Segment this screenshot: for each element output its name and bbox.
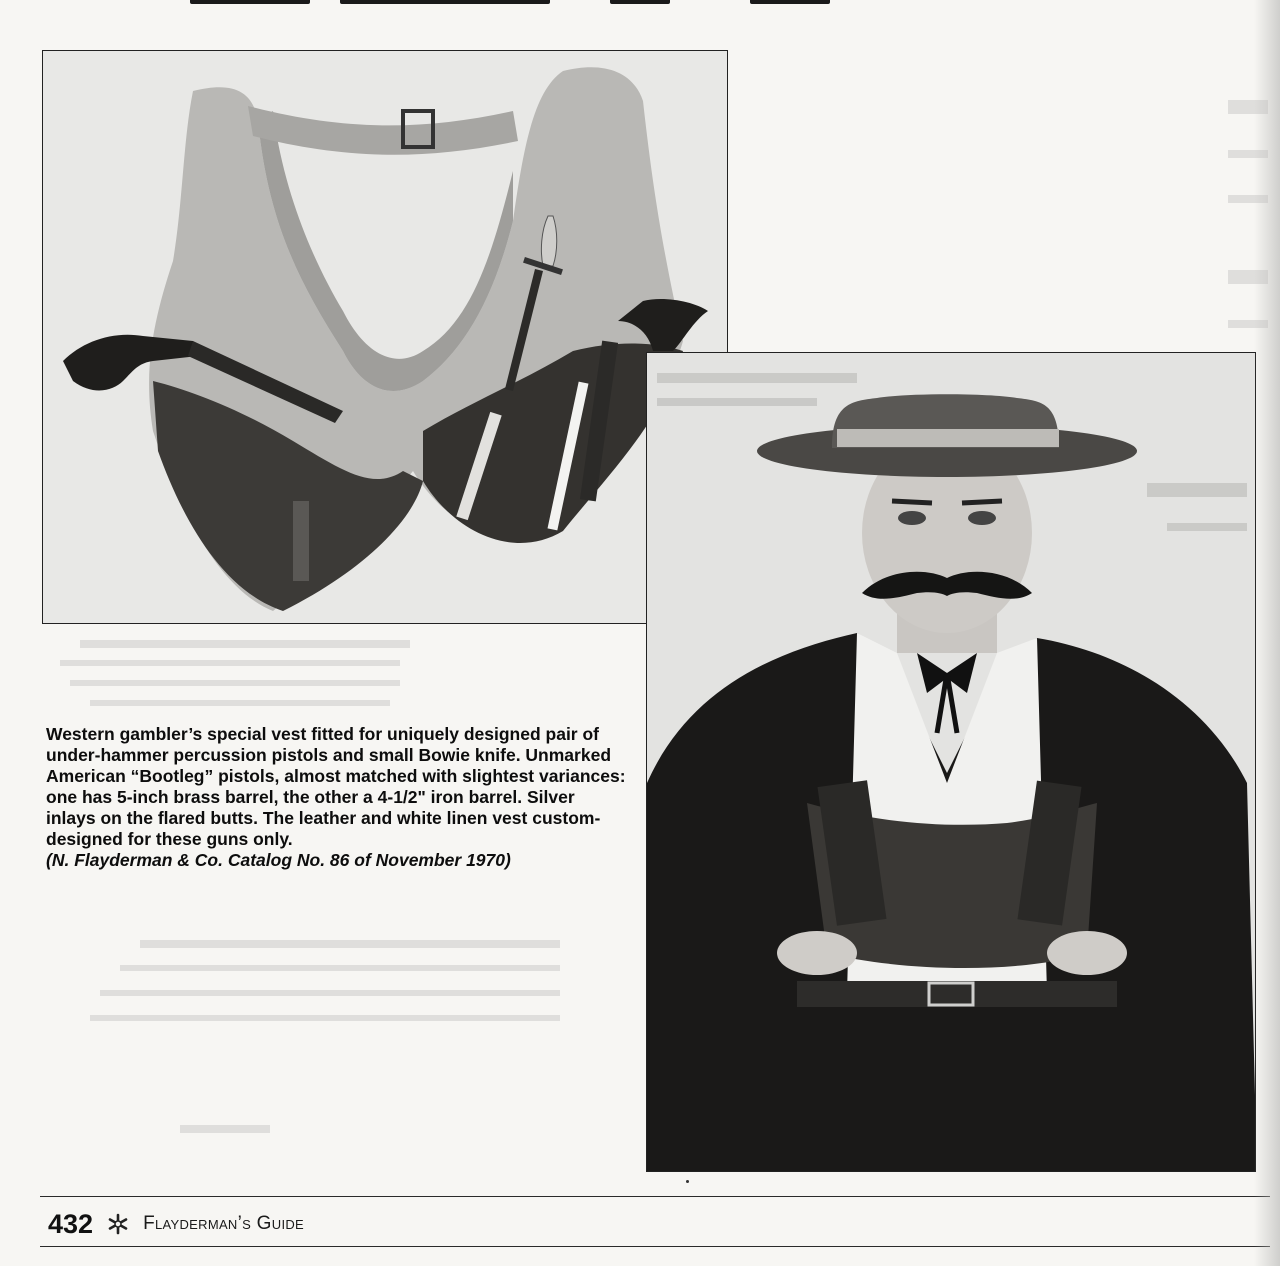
vest-with-pistols-icon bbox=[43, 51, 728, 624]
running-head: Flayderman’s Guide bbox=[143, 1213, 305, 1234]
man-in-hat-icon bbox=[647, 353, 1256, 1172]
page-number: 432 bbox=[48, 1208, 94, 1239]
footer-top-rule bbox=[40, 1196, 1270, 1197]
photo-caption bbox=[46, 724, 626, 871]
gambler-portrait-photo bbox=[646, 352, 1256, 1172]
page-footer bbox=[48, 1206, 304, 1242]
cut-off-heading bbox=[190, 0, 910, 12]
source-close-paren: ) bbox=[505, 850, 511, 870]
caption-source bbox=[46, 850, 626, 871]
caption-text: Western gambler’s special vest fitted for uniquely designed pair of under-hammer percussion pistols and small Bowie knife. Unmarked American “Bootleg” pistols, almost matched with slightest variances: one has 5-inch brass barrel, the other a 4-1/2" iron barrel. Silver inlays on the flared butts. The leather and white linen vest custom-designed for these guns only. bbox=[46, 724, 626, 849]
asterisk-icon bbox=[107, 1213, 129, 1235]
stray-mark bbox=[686, 1180, 689, 1183]
source-open-paren: ( bbox=[46, 850, 52, 870]
footer-bottom-rule bbox=[40, 1246, 1270, 1247]
vest-photo bbox=[42, 50, 728, 624]
source-citation: N. Flayderman & Co. Catalog No. 86 of November 1970 bbox=[51, 850, 506, 870]
page-edge-shadow bbox=[1254, 0, 1280, 1266]
